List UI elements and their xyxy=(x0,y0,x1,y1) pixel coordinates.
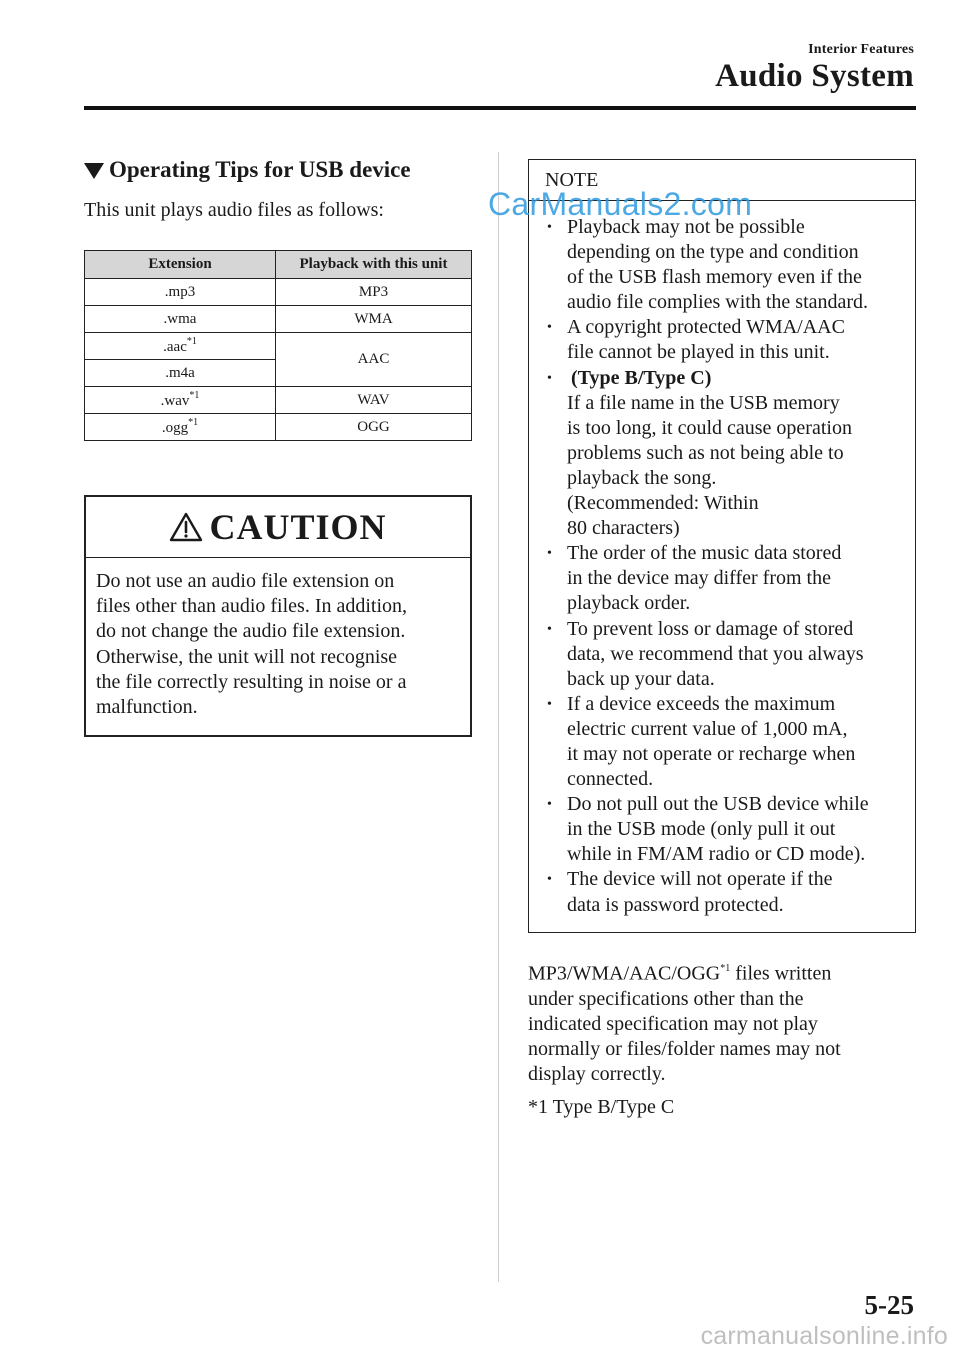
note-line: • Do not pull out the USB device while xyxy=(567,793,869,816)
table-cell-extension: .wma xyxy=(85,306,276,333)
note-item xyxy=(529,541,915,616)
note-line: audio file complies with the standard. xyxy=(567,291,869,314)
page-number: 5-25 xyxy=(864,1290,914,1320)
note-line: in the device may differ from the xyxy=(567,567,831,590)
section-title-text: Operating Tips for USB device xyxy=(109,157,411,182)
note-box xyxy=(528,159,916,933)
table-cell-extension: .mp3 xyxy=(85,279,276,306)
format-note-line: under specifications other than the xyxy=(528,987,804,1010)
note-line: file cannot be played in this unit. xyxy=(567,341,830,364)
note-line: depending on the type and condition xyxy=(567,241,859,264)
format-note-line: normally or files/folder names may not xyxy=(528,1038,841,1061)
note-line: 80 characters) xyxy=(567,517,680,540)
table-row xyxy=(85,387,472,414)
note-line: (Recommended: Within xyxy=(567,492,759,515)
note-item xyxy=(529,867,915,917)
note-line: playback order. xyxy=(567,592,691,615)
note-line: • (Type B/Type C) xyxy=(571,366,712,389)
note-line: in the USB mode (only pull it out xyxy=(567,818,836,841)
note-line: • Playback may not be possible xyxy=(567,216,805,238)
section-title xyxy=(84,157,411,183)
note-item xyxy=(529,366,915,542)
footnote-marker: *1 xyxy=(188,416,199,428)
note-line: connected. xyxy=(567,768,654,791)
warning-triangle-icon xyxy=(169,512,203,542)
table-cell-extension: .ogg$^{*1}$ xyxy=(85,414,276,441)
table-cell-playback: OGG xyxy=(276,414,472,441)
table-row xyxy=(85,414,472,441)
note-line: • A copyright protected WMA/AAC xyxy=(567,316,845,339)
table-cell-extension: .aac$^{*1}$ xyxy=(85,333,276,360)
header-chapter-title: Audio System xyxy=(715,58,914,94)
note-line: back up your data. xyxy=(567,667,715,690)
note-line: problems such as not being able to xyxy=(567,441,844,464)
note-line: of the USB flash memory even if the xyxy=(567,266,862,289)
table-cell-playback: AAC xyxy=(276,333,472,387)
note-line: • The order of the music data stored xyxy=(567,542,842,565)
footnote: *1 Type B/Type C xyxy=(528,1096,675,1118)
note-list xyxy=(529,201,915,918)
table-cell-playback: WAV xyxy=(276,387,472,414)
column-divider xyxy=(498,152,499,1282)
triangle-down-icon xyxy=(84,163,104,179)
table-cell-playback: WMA xyxy=(276,306,472,333)
note-line: electric current value of 1,000 mA, xyxy=(567,717,848,740)
footnote-marker: *1 xyxy=(186,335,197,347)
table-cell-extension: .m4a xyxy=(85,360,276,387)
note-line: If a file name in the USB memory xyxy=(567,391,840,414)
caution-title: CAUTION xyxy=(209,507,387,547)
header-rule xyxy=(84,106,916,110)
caution-line: Do not use an audio file extension on xyxy=(96,570,395,592)
note-line: • If a device exceeds the maximum xyxy=(567,692,836,715)
table-header-playback: Playback with this unit xyxy=(276,251,472,279)
watermark-top: CarManuals2.com xyxy=(488,186,753,222)
table-row xyxy=(85,306,472,333)
table-cell-extension: .wav$^{*1}$ xyxy=(85,387,276,414)
format-note-line: MP3/WMA/AAC/OGG$^{*1}$ files written xyxy=(528,962,832,985)
caution-body xyxy=(86,558,470,720)
table-cell-playback: MP3 xyxy=(276,279,472,306)
footnote-marker: *1 xyxy=(720,963,731,974)
footnote-marker: *1 xyxy=(189,389,200,401)
format-note-line: display correctly. xyxy=(528,1063,666,1086)
extension-table xyxy=(84,250,472,441)
note-item xyxy=(529,617,915,692)
format-note-line: indicated specification may not play xyxy=(528,1013,818,1036)
note-item xyxy=(529,315,915,365)
note-line: is too long, it could cause operation xyxy=(567,416,852,439)
caution-line: Otherwise, the unit will not recognise xyxy=(96,645,398,668)
intro-text: This unit plays audio files as follows: xyxy=(84,199,384,221)
caution-line: files other than audio files. In addition, xyxy=(96,595,408,618)
note-item xyxy=(529,215,915,315)
caution-line: the file correctly resulting in noise or a xyxy=(96,670,407,693)
note-line: data, we recommend that you always xyxy=(567,642,864,665)
table-header-extension: Extension xyxy=(85,251,276,279)
note-line: while in FM/AM radio or CD mode). xyxy=(567,843,866,866)
caution-line: malfunction. xyxy=(96,696,198,719)
note-line: data is password protected. xyxy=(567,893,784,916)
caution-line: do not change the audio file extension. xyxy=(96,620,406,643)
note-line: it may not operate or recharge when xyxy=(567,742,856,765)
note-line: playback the song. xyxy=(567,466,717,489)
header-section-label: Interior Features xyxy=(808,42,914,57)
caution-header xyxy=(86,497,470,558)
note-title: NOTE xyxy=(529,160,915,201)
watermark-bottom: carmanualsonline.info xyxy=(700,1322,948,1350)
table-row xyxy=(85,279,472,306)
format-note-paragraph xyxy=(528,957,914,1088)
note-line: • The device will not operate if the xyxy=(567,868,833,891)
note-item xyxy=(529,792,915,867)
table-row xyxy=(85,333,472,360)
note-item xyxy=(529,692,915,792)
note-line: • To prevent loss or damage of stored xyxy=(567,617,854,640)
table-header-row xyxy=(85,251,472,279)
caution-box xyxy=(84,495,472,737)
